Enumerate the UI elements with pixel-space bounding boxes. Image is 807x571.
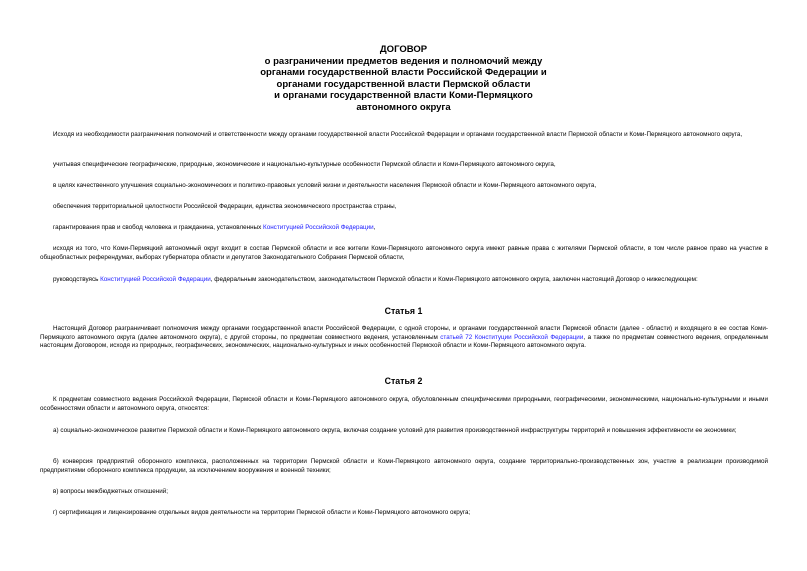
preamble-paragraph: [40, 224, 768, 233]
list-item: в) вопросы межбюджетных отношений;: [53, 488, 169, 495]
document-title: [0, 44, 807, 114]
constitution-link[interactable]: Конституцией Российской Федерации: [100, 276, 211, 283]
article-heading: Статья 2: [384, 376, 423, 386]
article-paragraph: [40, 325, 768, 351]
text: , а также по предметам совместного ведения, определенным настоящим Договором, исходя из природных, географических, экономических, национально-культурных и иных особенностей Пермской области и Коми-Пермяцкого автономного округа.: [40, 333, 768, 350]
article-paragraph: К предметам совместного ведения Российской Федерации, Пермской области и Коми-Пермяцкого автономного округа, обусловленным специфическими природными, географическими, экономическими, национально-культурными и иными особенностями области и автономного округа, относятся:: [40, 396, 768, 412]
title-line: о разграничении предметов ведения и полномочий между: [264, 55, 543, 67]
list-item: б) конверсия предприятий оборонного комплекса, расположенных на территории Пермской области и Коми-Пермяцкого автономного округа, создание территориально-производственных зон, участие в реализации производимой предприятиями оборонного комплекса продукции, за исключением вооружения и военной техники;: [40, 458, 768, 474]
text: ,: [373, 224, 376, 231]
preamble-paragraph: в целях качественного улучшения социально-экономических и политико-правовых условий жизни и деятельности населения Пермской области и Коми-Пермяцкого автономного округа,: [53, 182, 597, 189]
preamble-paragraph: Исходя из необходимости разграничения полномочий и ответственности между органами государственной власти Российской Федерации и органами государственной власти Пермской области и Коми-Пермяцкого автономного округа,: [53, 131, 743, 138]
preamble-paragraph: обеспечения территориальной целостности Российской Федерации, единства экономического пространства страны,: [53, 203, 397, 210]
list-item: а) социально-экономическое развитие Пермской области и Коми-Пермяцкого автономного округа, включая создание условий для развития производственной инфраструктуры территорий и повышения эффективности ее экономики;: [53, 427, 737, 434]
preamble-paragraph: исходя из того, что Коми-Пермяцкий автономный округ входит в состав Пермской области и все жители Коми-Пермяцкого автономного округа имеют равные права с жителями Пермской области, в том числе равное право на участие в общеобластных референдумах, выборах губернатора области и депутатов Законодательного Собрания Пермской области,: [40, 245, 768, 261]
text: гарантирования прав и свобод человека и гражданина, установленных: [53, 224, 264, 231]
title-line: ДОГОВОР: [379, 44, 428, 55]
constitution-link[interactable]: Конституцией Российской Федерации: [263, 224, 374, 231]
constitution-article-link[interactable]: статьей 72 Конституции Российской Федерации: [440, 333, 584, 341]
preamble-paragraph: учитывая специфические географические, природные, экономические и национально-культурные особенности Пермской области и Коми-Пермяцкого автономного округа,: [53, 161, 556, 168]
title-line: и органами государственной власти Коми-Пермяцкого: [274, 90, 533, 102]
title-line: органами государственной власти Российской Федерации и: [260, 67, 547, 79]
list-item: г) сертификация и лицензирование отдельных видов деятельности на территории Пермской области и Коми-Пермяцкого автономного округа;: [53, 509, 471, 516]
article-heading: Статья 1: [384, 306, 423, 316]
text: , федеральным законодательством, законодательством Пермской области и Коми-Пермяцкого автономного округа, заключен настоящий Договор о нижеследующем:: [210, 276, 698, 283]
title-line: органами государственной власти Пермской области: [276, 78, 531, 90]
text: руководствуясь: [53, 276, 101, 283]
title-line: автономного округа: [356, 101, 451, 113]
text: Настоящий Договор разграничивает полномочия между органами государственной власти Российской Федерации, с одной стороны, и органами государственной власти Пермской области (далее - области) и входящего в ее состав Коми-Пермяцкого автономного округа (далее автономного округа), с другой стороны, по предметам совместного ведения, установленным: [40, 325, 768, 341]
preamble-paragraph: [40, 276, 768, 285]
